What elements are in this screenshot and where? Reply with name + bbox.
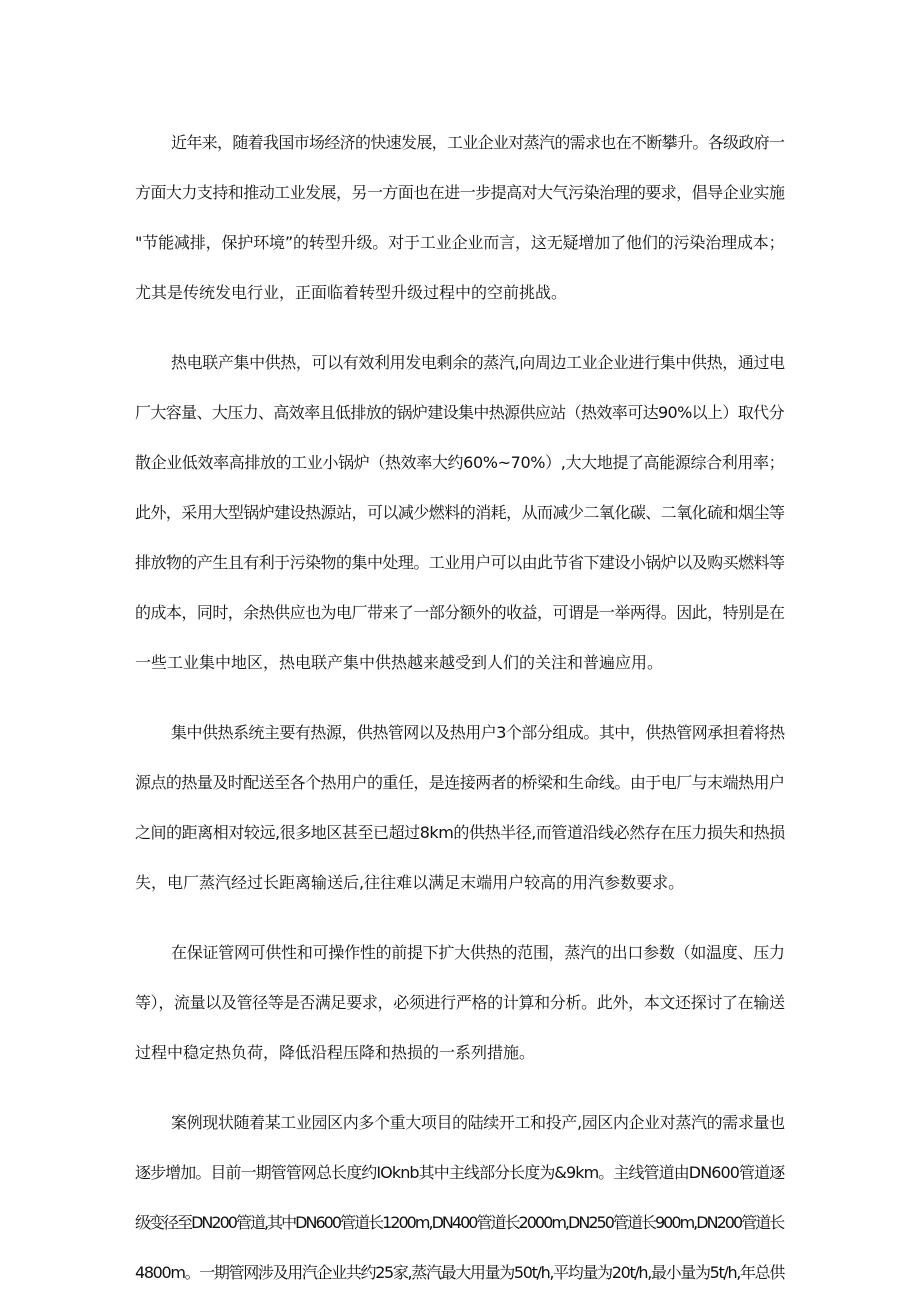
paragraph-2-line-5: 排放物的产生且有利于污染物的集中处理。工业用户可以由此节省下建设小锅炉以及购买燃料等 [135,553,785,572]
paragraph-3-line-1: 集中供热系统主要有热源，供热管网以及热用户3个部分组成。其中，供热管网承担着将热 [171,723,785,742]
paragraph-1-line-4: 尤其是传统发电行业，正面临着转型升级过程中的空前挑战。 [135,283,568,302]
paragraph-1-line-2: 方面大力支持和推动工业发展，另一方面也在进一步提高对大气污染治理的要求，倡导企业实施 [135,183,785,202]
paragraph-4-line-2: 等），流量以及管径等是否满足要求，必须进行严格的计算和分析。此外，本文还探讨了在输送 [135,993,785,1012]
paragraph-1-line-3: "节能减排，保护环境”的转型升级。对于工业企业而言，这无疑增加了他们的污染治理成本； [135,233,785,252]
paragraph-1-line-1: 近年来，随着我国市场经济的快速发展，工业企业对蒸汽的需求也在不断攀升。各级政府一 [171,133,785,152]
paragraph-3-line-3: 之间的距离相对较远,很多地区甚至已超过8km的供热半径,而管道沿线必然存在压力损失和热损 [135,823,785,842]
paragraph-2-line-6: 的成本，同时，余热供应也为电厂带来了一部分额外的收益，可谓是一举两得。因此，特别是在 [135,603,785,622]
paragraph-2-line-3: 散企业低效率高排放的工业小锅炉（热效率大约60%~70%）,大大地提了高能源综合利用率； [135,453,785,472]
paragraph-5-line-2: 逐步增加。目前一期管管网总长度约IOknb其中主线部分长度为&9km。主线管道由DN600管道逐 [135,1163,785,1182]
paragraph-2-line-2: 厂大容量、大压力、高效率且低排放的锅炉建设集中热源供应站（热效率可达90%以上）取代分 [135,403,784,422]
paragraph-5-line-3: 级变径至DN200管道,其中DN600管道长1200m,DN400管道长2000m,DN250管道长900m,DN200管道长 [135,1213,784,1232]
paragraph-5-line-4: 4800m。一期管网涉及用汽企业共约25家,蒸汽最大用量为50t/h,平均量为20t/h,最小量为5t/h,年总供 [135,1263,784,1282]
paragraph-2-line-4: 此外，采用大型锅炉建设热源站，可以减少燃料的消耗，从而减少二氧化碳、二氧化硫和烟尘等 [135,503,785,522]
paragraph-4-line-3: 过程中稳定热负荷，降低沿程压降和热损的一系列措施。 [135,1043,536,1062]
paragraph-2-line-7: 一些工业集中地区，热电联产集中供热越来越受到人们的关注和普遍应用。 [135,653,664,672]
paragraph-2-line-1: 热电联产集中供热，可以有效利用发电剩余的蒸汽,向周边工业企业进行集中供热，通过电 [171,353,785,372]
paragraph-3-line-4: 失，电厂蒸汽经过长距离输送后,往往难以满足末端用户较高的用汽参数要求。 [135,873,685,892]
paragraph-3-line-2: 源点的热量及时配送至各个热用户的重任，是连接两者的桥梁和生命线。由于电厂与末端热用户 [135,773,785,792]
paragraph-5-line-1: 案例现状随着某工业园区内多个重大项目的陆续开工和投产,园区内企业对蒸汽的需求量也 [171,1113,785,1132]
paragraph-4-line-1: 在保证管网可供性和可操作性的前提下扩大供热的范围，蒸汽的出口参数（如温度、压力 [171,943,785,962]
